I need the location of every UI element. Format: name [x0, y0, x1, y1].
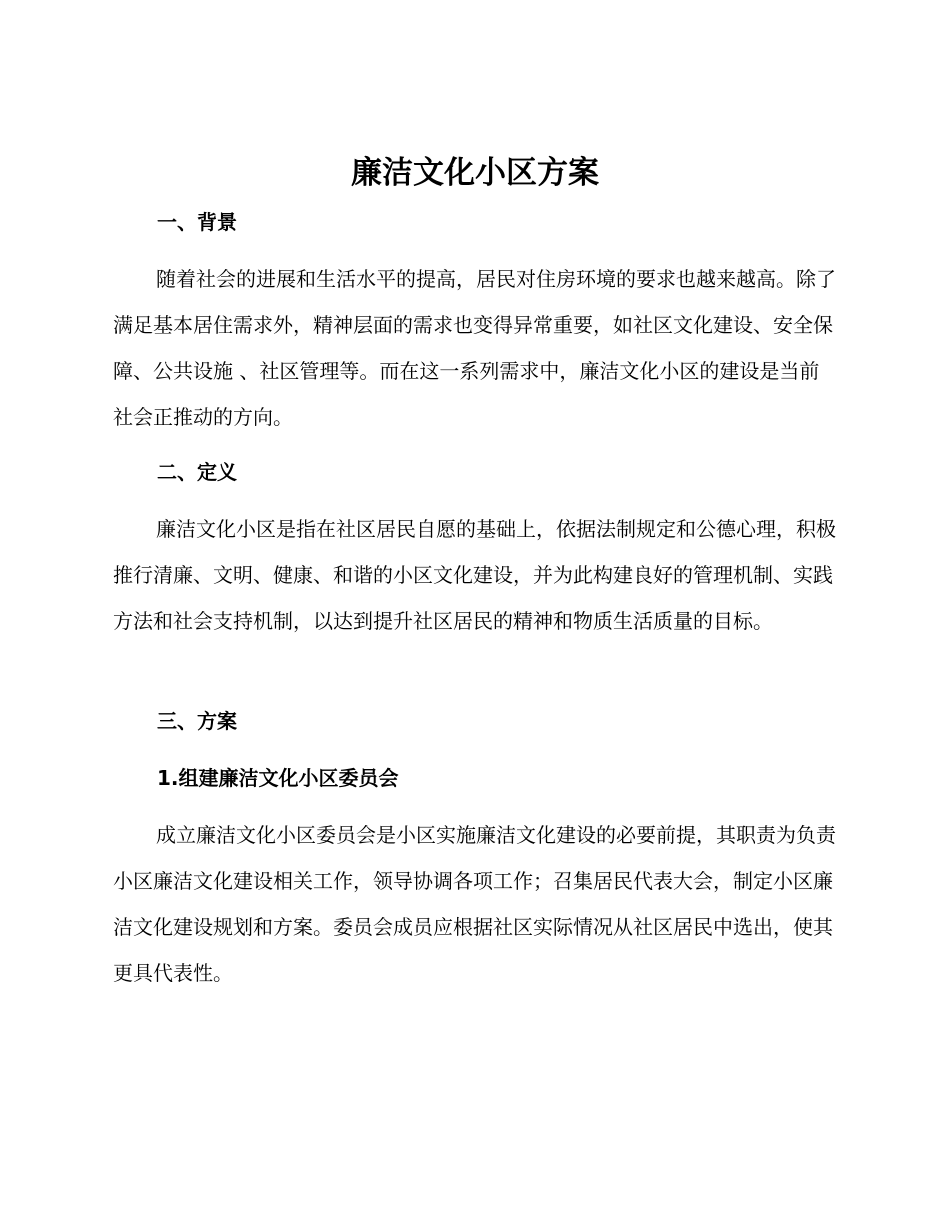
paragraph-definition: 廉洁文化小区是指在社区居民自愿的基础上，依据法制规定和公德心理，积极推行清廉、文明、健康、和谐的小区文化建设，并为此构建良好的管理机制、实践方法和社会支持机制，以达到提升社区居民的精神和物质生活质量的目标。	[113, 517, 836, 633]
subsection-heading-committee: 1.组建廉洁文化小区委员会	[157, 766, 399, 790]
section-heading-background: 一、背景	[157, 210, 237, 234]
paragraph-background: 随着社会的进展和生活水平的提高，居民对住房环境的要求也越来越高。除了满足基本居住需求外，精神层面的需求也变得异常重要，如社区文化建设、安全保障、公共设施 、社区管理等。而在这一系列需求中，廉洁文化小区的建设是当前社会正推动的方向。	[113, 267, 836, 429]
section-heading-definition: 二、定义	[157, 460, 237, 484]
page-title: 廉洁文化小区方案	[351, 155, 599, 191]
paragraph-committee: 成立廉洁文化小区委员会是小区实施廉洁文化建设的必要前提，其职责为负责小区廉洁文化建设相关工作，领导协调各项工作；召集居民代表大会，制定小区廉洁文化建设规划和方案。委员会成员应根据社区实际情况从社区居民中选出，使其更具代表性。	[113, 823, 836, 985]
section-heading-plan: 三、方案	[157, 709, 237, 733]
